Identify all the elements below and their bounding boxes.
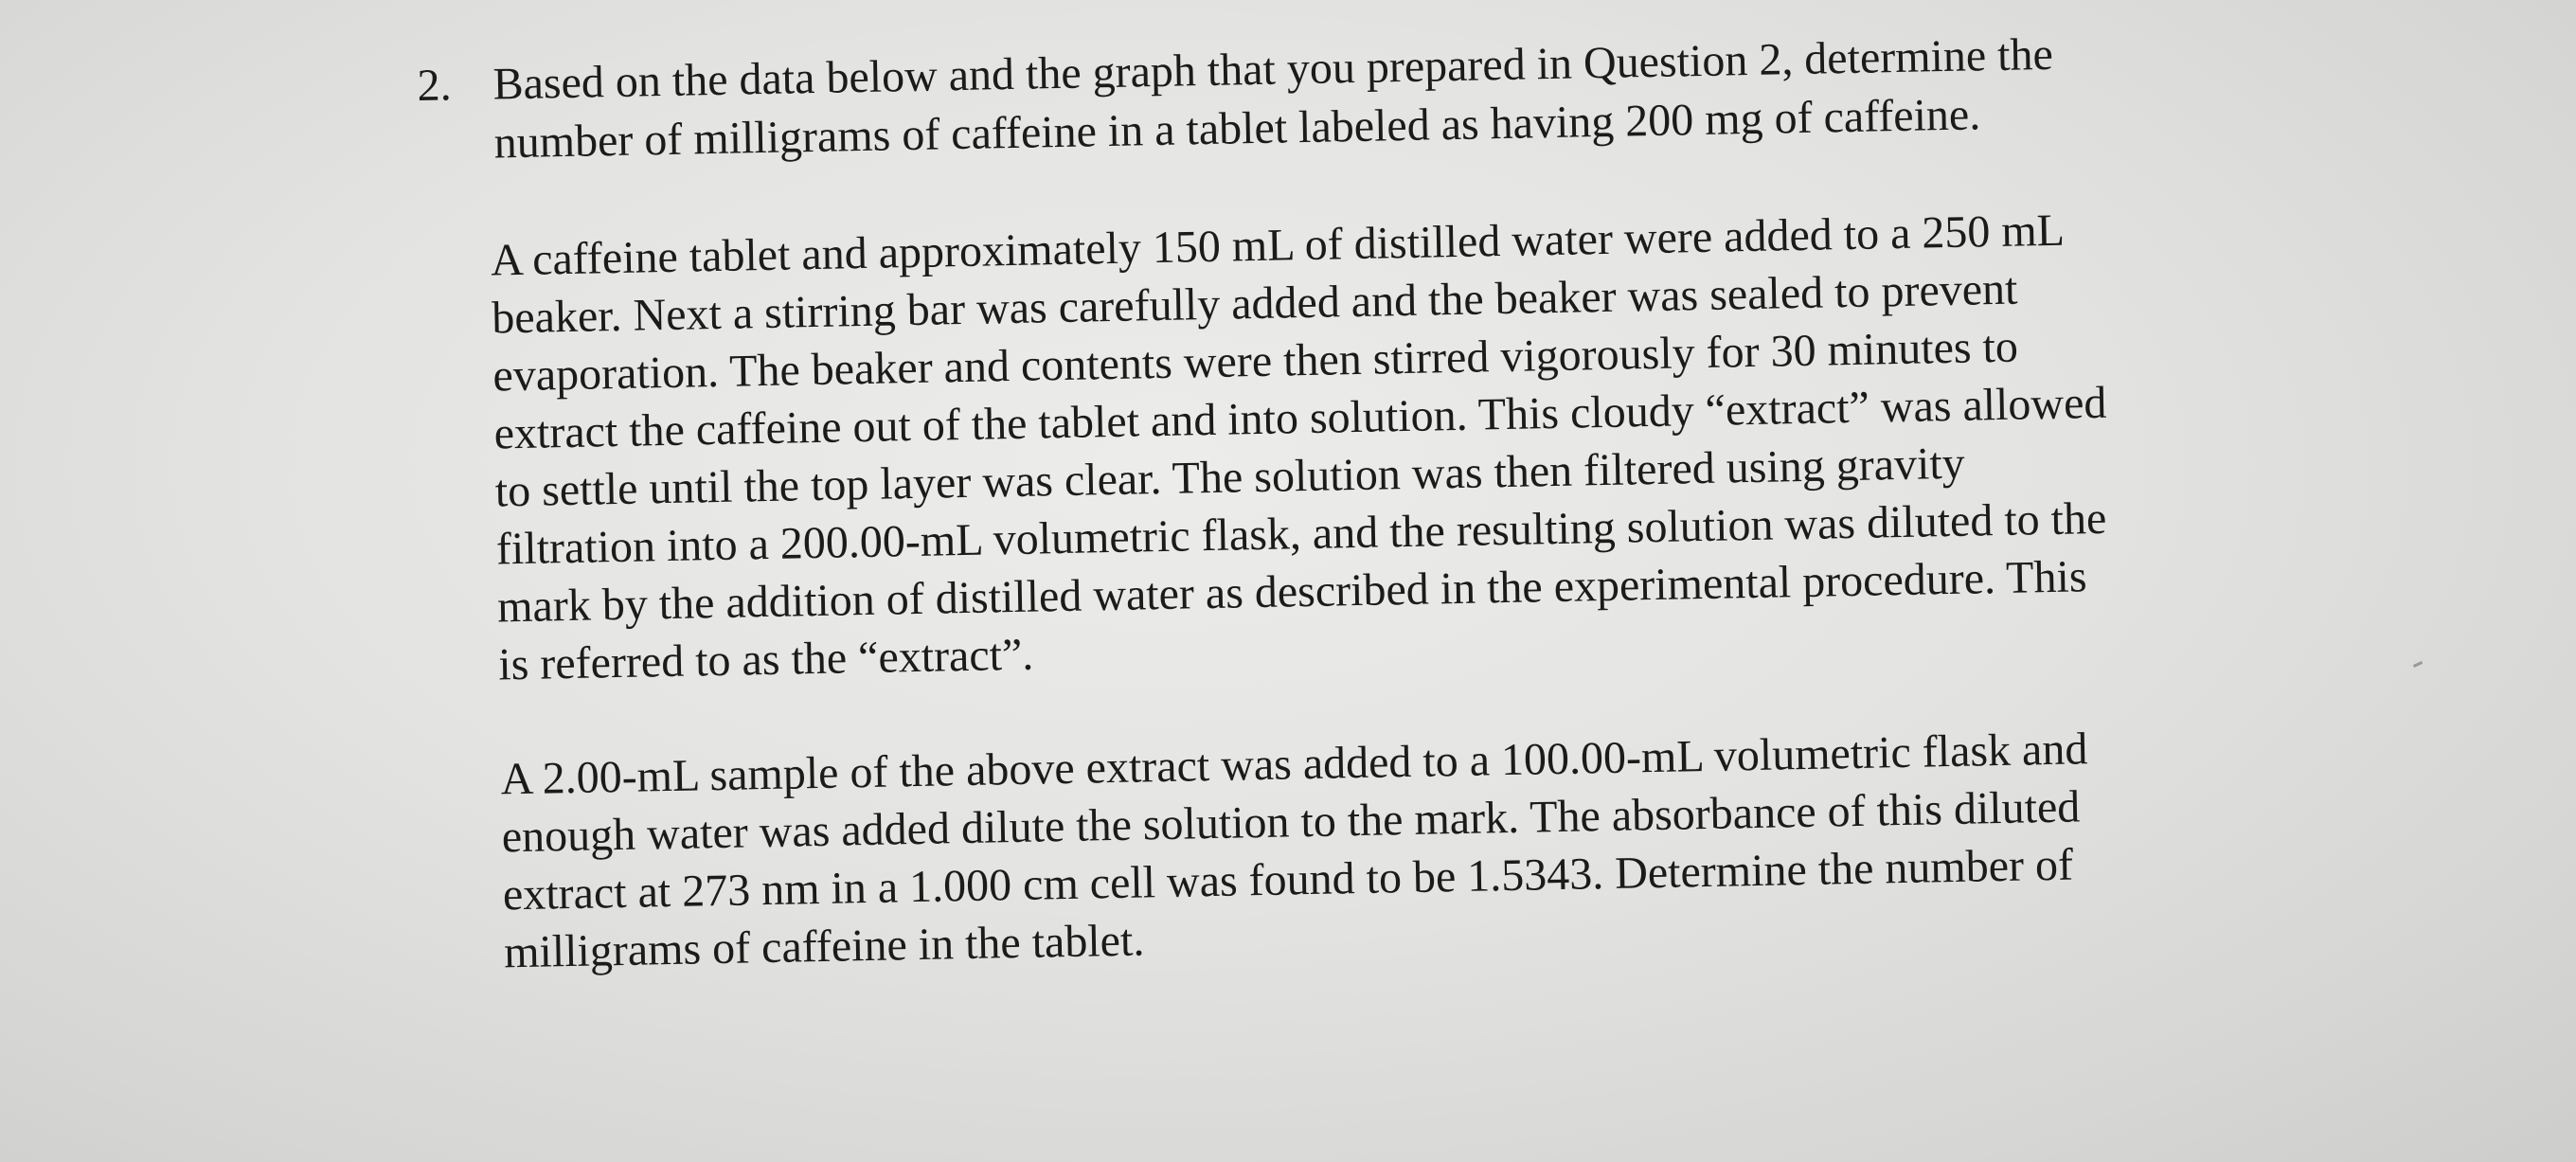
paragraph-line: A 2.00-mL sample of the above extract was added to a 100.00-mL volumetric flask and (500, 724, 2088, 805)
paragraph-line: extract at 273 nm in a 1.000 cm cell was found to be 1.5343. Determine the number of (502, 839, 2074, 921)
intro-line: Based on the data below and the graph that you prepared in Question 2, determine the (492, 28, 2054, 110)
paragraph-line: evaporation. The beaker and contents were then stirred vigorously for 30 minutes to (492, 321, 2019, 402)
paragraph-line: mark by the addition of distilled water as described in the experimental procedure. This (496, 551, 2087, 633)
paragraph-line: to settle until the top layer was clear. The solution was then filtered using gravity (494, 438, 1966, 517)
question-intro (492, 21, 2313, 173)
question-block (417, 18, 2451, 983)
procedure-paragraph (491, 196, 2374, 694)
paragraph-line: milligrams of caffeine in the tablet. (503, 915, 1145, 978)
paragraph-line: extract the caffeine out of the tablet and into solution. This cloudy “extract” was allowed (493, 377, 2107, 459)
paragraph-line: is referred to as the “extract”. (497, 629, 1034, 690)
paragraph-line: beaker. Next a stirring bar was carefully added and the beaker was sealed to prevent (491, 263, 2018, 344)
question-header (417, 18, 2436, 174)
paragraph-line: A caffeine tablet and approximately 150 mL of distilled water were added to a 250 mL (490, 205, 2066, 286)
paragraph-line: enough water was added dilute the solution to the mark. The absorbance of this diluted (501, 781, 2081, 863)
intro-line: number of milligrams of caffeine in a tablet labeled as having 200 mg of caffeine. (493, 89, 1981, 169)
paragraph-line: filtration into a 200.00-mL volumetric flask, and the resulting solution was diluted to the (495, 492, 2107, 575)
question-number: 2. (417, 60, 453, 111)
measurement-paragraph (500, 714, 2379, 981)
